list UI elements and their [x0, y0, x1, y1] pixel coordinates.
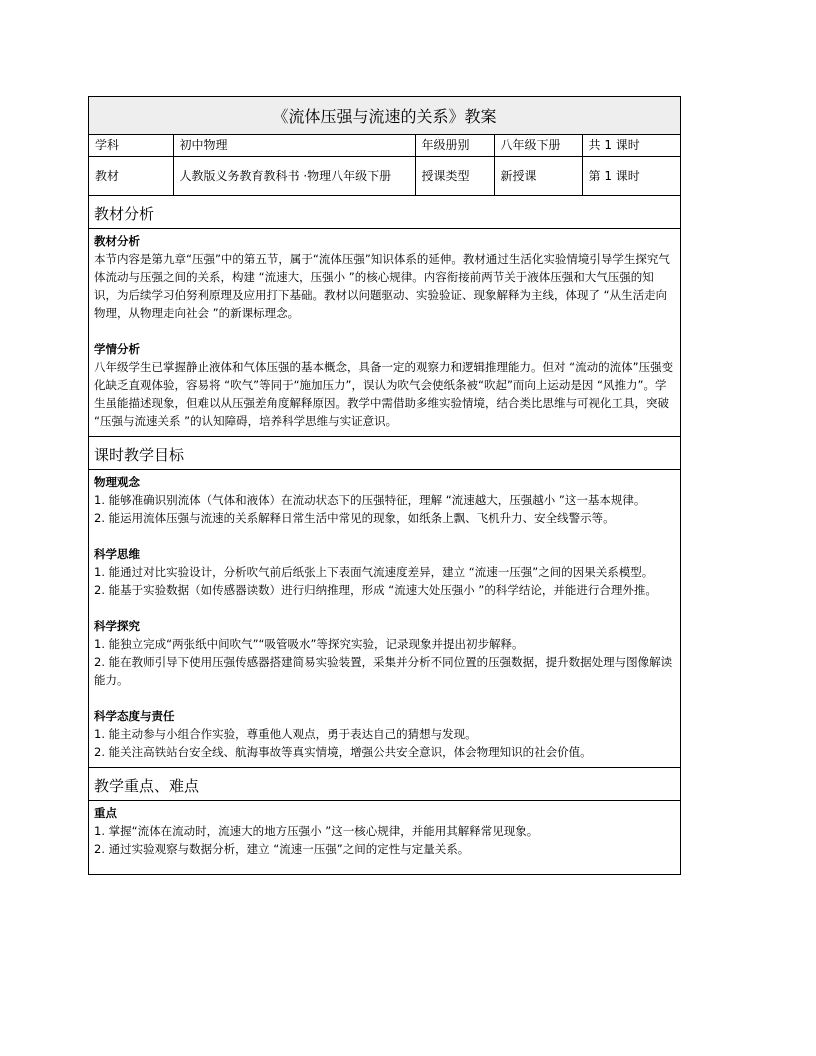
subheading-key-points: 重点	[94, 806, 117, 820]
objective-group-title: 科学思维	[94, 547, 140, 561]
objective-group-title: 物理观念	[94, 475, 140, 489]
section-heading-key-points: 教学重点、难点	[89, 768, 680, 801]
objective-group-title: 科学探究	[94, 619, 140, 633]
objective-item: 1. 能通过对比实验设计，分析吹气前后纸张上下表面气流速度差异，建立 “流速一压强”之间的因果关系模型。	[94, 565, 654, 579]
objective-item: 1. 能主动参与小组合作实验，尊重他人观点，勇于表达自己的猜想与发现。	[94, 727, 477, 741]
textbook-label: 教材	[89, 157, 173, 196]
document-title: 《流体压强与流速的关系》教案	[89, 97, 680, 135]
objective-item: 1. 能独立完成“两张纸中间吹气”“吸管吸水”等探究实验，记录现象并提出初步解释。	[94, 637, 524, 651]
subject-value: 初中物理	[173, 135, 415, 157]
objective-item: 2. 能基于实验数据（如传感器读数）进行归纳推理，形成 “流速大处压强小 ”的科学结论，并能进行合理外推。	[94, 583, 657, 597]
paragraph-student-analysis: 八年级学生已掌握静止液体和气体压强的基本概念，具备一定的观察力和逻辑推理能力。但对 “流动的流体”压强变化缺乏直观体验，容易将 “吹气”等同于“施加压力”，误认为吹气会使纸条被“吹起”而向上运动是因 “风推力”。学生虽能描述现象，但难以从压强差角度解释原因。教学中需借助多维实验情境，结合类比思维与可视化工具，突破 “压强与流速关系 ”的认知障碍，培养科学思维与实证意识。	[94, 360, 674, 428]
lesson-plan-document	[88, 96, 681, 875]
section-body-key-points	[89, 801, 680, 874]
objective-item: 2. 能关注高铁站台安全线、航海事故等真实情境，增强公共安全意识，体会物理知识的社会价值。	[94, 745, 592, 759]
objective-item: 2. 能在教师引导下使用压强传感器搭建简易实验装置，采集并分析不同位置的压强数据，提升数据处理与图像解读能力。	[94, 655, 673, 687]
objective-item: 1. 能够准确识别流体（气体和液体）在流动状态下的压强特征，理解 “流速越大，压强越小 ”这一基本规律。	[94, 493, 646, 507]
section-body-objectives	[89, 470, 680, 768]
type-value: 新授课	[494, 157, 582, 196]
subheading-material-analysis: 教材分析	[94, 234, 140, 248]
type-label: 授课类型	[415, 157, 494, 196]
objective-group-title: 科学态度与责任	[94, 709, 175, 723]
info-row-subject	[89, 135, 680, 157]
paragraph-material-analysis: 本节内容是第九章“压强”中的第五节，属于“流体压强”知识体系的延伸。教材通过生活化实验情境引导学生探究气体流动与压强之间的关系，构建 “流速大，压强小 ”的核心规律。内容衔接前两节关于液体压强和大气压强的知识，为后续学习伯努利原理及应用打下基础。教材以问题驱动、实验验证、现象解释为主线，体现了 “从生活走向物理，从物理走向社会 ”的新课标理念。	[94, 252, 670, 320]
info-row-textbook	[89, 157, 680, 196]
subject-label: 学科	[89, 135, 173, 157]
grade-label: 年级册别	[415, 135, 494, 157]
grade-value: 八年级下册	[494, 135, 582, 157]
section-heading-objectives: 课时教学目标	[89, 437, 680, 470]
textbook-value: 人教版义务教育教科书 ·物理八年级下册	[173, 157, 415, 196]
key-point-item: 1. 掌握“流体在流动时，流速大的地方压强小 ”这一核心规律，并能用其解释常见现象。	[94, 824, 539, 838]
subheading-student-analysis: 学情分析	[94, 342, 140, 356]
section-body-material	[89, 229, 680, 437]
info-table	[89, 135, 680, 196]
lesson-number: 第 1 课时	[582, 157, 680, 196]
key-point-item: 2. 通过实验观察与数据分析，建立 “流速一压强”之间的定性与定量关系。	[94, 842, 470, 856]
objective-item: 2. 能运用流体压强与流速的关系解释日常生活中常见的现象，如纸条上飘、飞机升力、安全线警示等。	[94, 511, 615, 525]
section-heading-material: 教材分析	[89, 196, 680, 229]
total-hours: 共 1 课时	[582, 135, 680, 157]
